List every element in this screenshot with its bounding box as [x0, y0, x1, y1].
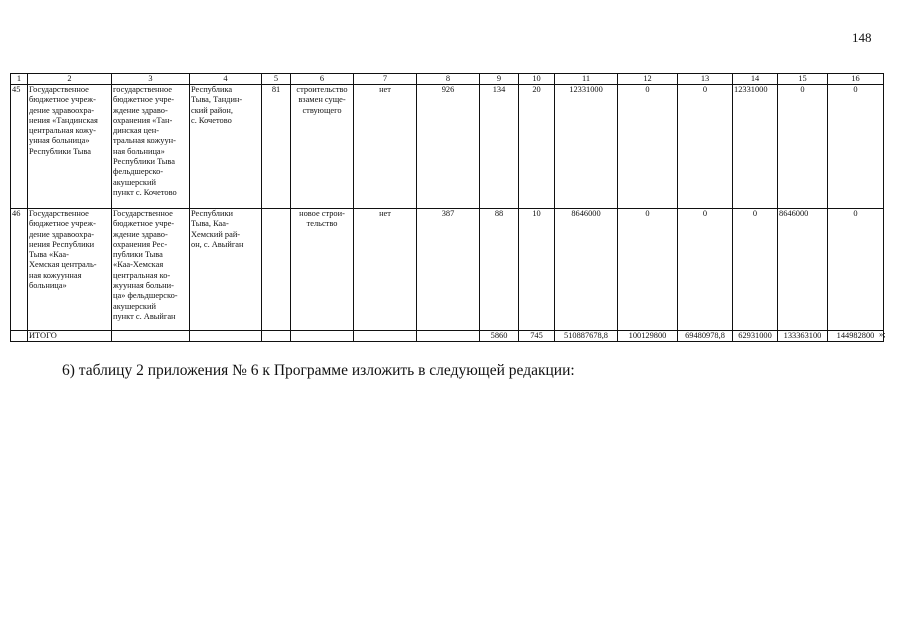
table-row [11, 209, 884, 331]
total-col10: 745 [519, 331, 555, 342]
column-header: 7 [354, 74, 417, 85]
total-col13: 69480978,8 [678, 331, 733, 342]
instruction-paragraph: 6) таблицу 2 приложения № 6 к Программе изложить в следующей редакции: [62, 362, 575, 379]
cell-empty [190, 331, 262, 342]
column-header: 4 [190, 74, 262, 85]
institution-cell: Государственное бюджетное учреж- дение здравоохра- нения «Тандинская центральная кожу- унная больница» Республики Тыва [28, 85, 112, 209]
column-header: 9 [480, 74, 519, 85]
address-cell: Республики Тыва, Каа- Хемский рай- он, с. Авыйган [190, 209, 262, 331]
cell-col7: нет [354, 209, 417, 331]
total-col15: 133363100 [778, 331, 828, 342]
cell-col15: 8646000 [778, 209, 828, 331]
cell-col11: 8646000 [555, 209, 618, 331]
object-cell: Государственное бюджетное учре- ждение здраво- охранения Рес- публики Тыва «Каа-Хемская центральная ко- жуунная больни- ца» фельдшерско- акушерский пункт с. Авыйган [112, 209, 190, 331]
column-header: 10 [519, 74, 555, 85]
row-number: 45 [11, 85, 28, 209]
cell-col8: 926 [417, 85, 480, 209]
address-cell: Республика Тыва, Тандин- ский район, с. Кочетово [190, 85, 262, 209]
column-header: 1 [11, 74, 28, 85]
institution-cell: Государственное бюджетное учреж- дение здравоохра- нения Республики Тыва «Каа- Хемская централь- ная кожуунная больница» [28, 209, 112, 331]
column-header: 5 [262, 74, 291, 85]
cell-col16: 0 [828, 85, 884, 209]
cell-col16: 0 [828, 209, 884, 331]
cell-col14: 12331000 [733, 85, 778, 209]
cell-col9: 88 [480, 209, 519, 331]
column-header: 6 [291, 74, 354, 85]
column-header: 16 [828, 74, 884, 85]
column-header: 8 [417, 74, 480, 85]
total-row [11, 331, 884, 342]
column-header: 12 [618, 74, 678, 85]
table-header-row [11, 74, 884, 85]
column-header: 13 [678, 74, 733, 85]
total-col9: 5860 [480, 331, 519, 342]
cell-col10: 20 [519, 85, 555, 209]
column-header: 14 [733, 74, 778, 85]
cell-col12: 0 [618, 209, 678, 331]
cell-col5: 81 [262, 85, 291, 209]
column-header: 15 [778, 74, 828, 85]
cell-col11: 12331000 [555, 85, 618, 209]
column-header: 3 [112, 74, 190, 85]
cell-col9: 134 [480, 85, 519, 209]
cell-col10: 10 [519, 209, 555, 331]
closing-quote: »; [879, 330, 886, 339]
cell-empty [262, 331, 291, 342]
object-cell: государственное бюджетное учре- ждение здраво- охранения «Тан- динская цен- тральная кожуун- ная больница» Республики Тыва фельдшерско- акушерский пункт с. Кочетово [112, 85, 190, 209]
cell-col6: строительство взамен суще- ствующего [291, 85, 354, 209]
cell-empty [11, 331, 28, 342]
total-col16: 144982800 [828, 331, 884, 342]
column-header: 2 [28, 74, 112, 85]
page-number: 148 [852, 30, 872, 45]
cell-col8: 387 [417, 209, 480, 331]
cell-col7: нет [354, 85, 417, 209]
total-col11: 510887678,8 [555, 331, 618, 342]
total-col12: 100129800 [618, 331, 678, 342]
cell-col6: новое строи- тельство [291, 209, 354, 331]
cell-col12: 0 [618, 85, 678, 209]
column-header: 11 [555, 74, 618, 85]
cell-col15: 0 [778, 85, 828, 209]
cell-empty [417, 331, 480, 342]
row-number: 46 [11, 209, 28, 331]
cell-empty [291, 331, 354, 342]
data-table [10, 73, 884, 342]
cell-empty [112, 331, 190, 342]
cell-col14: 0 [733, 209, 778, 331]
total-label: ИТОГО [28, 331, 112, 342]
cell-empty [354, 331, 417, 342]
cell-col5 [262, 209, 291, 331]
total-col14: 62931000 [733, 331, 778, 342]
table-row [11, 85, 884, 209]
cell-col13: 0 [678, 209, 733, 331]
cell-col13: 0 [678, 85, 733, 209]
